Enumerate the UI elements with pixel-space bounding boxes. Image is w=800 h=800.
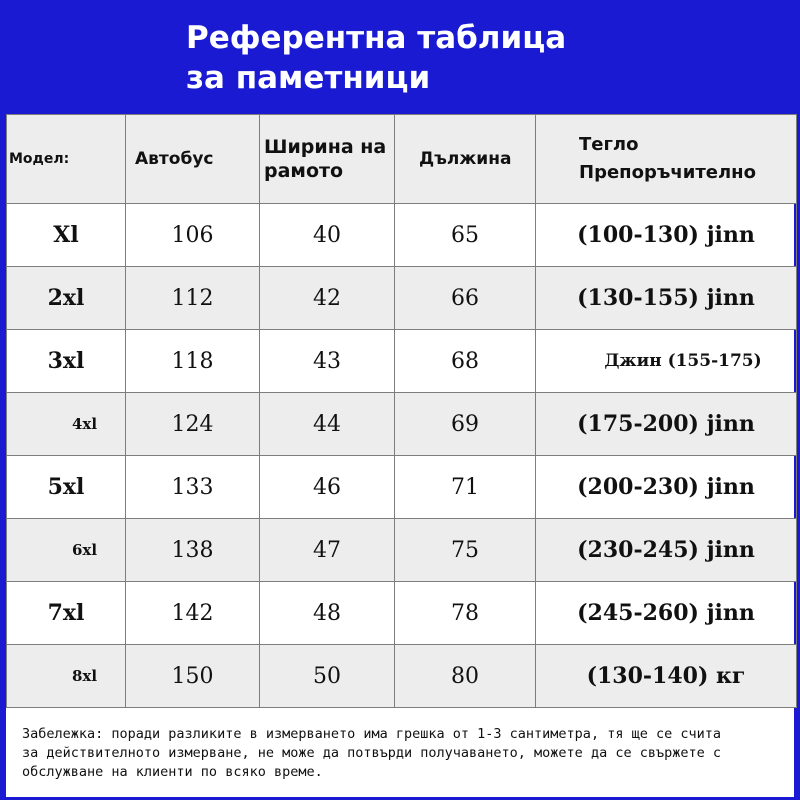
page-title — [186, 18, 566, 98]
cell-chest: 133 — [126, 456, 260, 519]
table-row — [7, 582, 797, 645]
measurement-note — [22, 725, 792, 782]
header-shoulder-line-1: Ширина на — [264, 136, 387, 158]
cell-chest: 112 — [126, 267, 260, 330]
header-row — [7, 115, 797, 204]
cell-length: 69 — [395, 393, 536, 456]
header-weight — [536, 115, 797, 204]
note-line-2: за действителното измерване, не може да потвърди получаването, можете да се свържете с — [22, 745, 721, 761]
size-table — [6, 114, 797, 708]
cell-weight: (200-230) jinn — [536, 456, 797, 519]
cell-chest: 138 — [126, 519, 260, 582]
note-line-3: обслужване на клиенти по всяко време. — [22, 764, 323, 780]
header-weight-line-1: Тегло — [579, 134, 639, 155]
table-row — [7, 330, 797, 393]
cell-length: 65 — [395, 204, 536, 267]
header-weight-line-2: Препоръчително — [579, 162, 756, 183]
cell-weight: (230-245) jinn — [536, 519, 797, 582]
cell-chest: 150 — [126, 645, 260, 708]
cell-length: 78 — [395, 582, 536, 645]
cell-shoulder: 44 — [260, 393, 395, 456]
header-model: Модел: — [7, 115, 126, 204]
cell-weight: (100-130) jinn — [536, 204, 797, 267]
cell-chest: 124 — [126, 393, 260, 456]
note-line-1: Забележка: поради разликите в измерването има грешка от 1-3 сантиметра, тя ще се счита — [22, 726, 721, 742]
cell-shoulder: 43 — [260, 330, 395, 393]
cell-model: Xl — [7, 204, 126, 267]
cell-model: 6xl — [7, 519, 126, 582]
title-line-2: за паметници — [186, 60, 431, 96]
cell-chest: 118 — [126, 330, 260, 393]
title-line-1: Референтна таблица — [186, 20, 567, 56]
table-row — [7, 267, 797, 330]
header-shoulder-width — [260, 115, 395, 204]
size-table-header — [7, 115, 797, 204]
cell-length: 68 — [395, 330, 536, 393]
table-row — [7, 456, 797, 519]
size-table-body — [7, 204, 797, 708]
cell-shoulder: 48 — [260, 582, 395, 645]
cell-model: 3xl — [7, 330, 126, 393]
cell-shoulder: 47 — [260, 519, 395, 582]
cell-weight: Джин (155-175) — [536, 330, 797, 393]
cell-length: 80 — [395, 645, 536, 708]
header-chest: Автобус — [126, 115, 260, 204]
header-shoulder-line-2: рамото — [264, 160, 344, 182]
cell-weight: (130-155) jinn — [536, 267, 797, 330]
cell-length: 75 — [395, 519, 536, 582]
cell-chest: 142 — [126, 582, 260, 645]
table-row — [7, 519, 797, 582]
cell-chest: 106 — [126, 204, 260, 267]
size-chart-sheet — [6, 114, 794, 797]
cell-model: 8xl — [7, 645, 126, 708]
header-length: Дължина — [395, 115, 536, 204]
cell-shoulder: 40 — [260, 204, 395, 267]
cell-weight: (175-200) jinn — [536, 393, 797, 456]
table-row — [7, 393, 797, 456]
cell-length: 71 — [395, 456, 536, 519]
cell-shoulder: 46 — [260, 456, 395, 519]
cell-shoulder: 50 — [260, 645, 395, 708]
cell-model: 2xl — [7, 267, 126, 330]
table-row — [7, 204, 797, 267]
table-row — [7, 645, 797, 708]
cell-shoulder: 42 — [260, 267, 395, 330]
cell-length: 66 — [395, 267, 536, 330]
cell-weight: (245-260) jinn — [536, 582, 797, 645]
cell-model: 7xl — [7, 582, 126, 645]
cell-weight: (130-140) кг — [536, 645, 797, 708]
cell-model: 5xl — [7, 456, 126, 519]
cell-model: 4xl — [7, 393, 126, 456]
